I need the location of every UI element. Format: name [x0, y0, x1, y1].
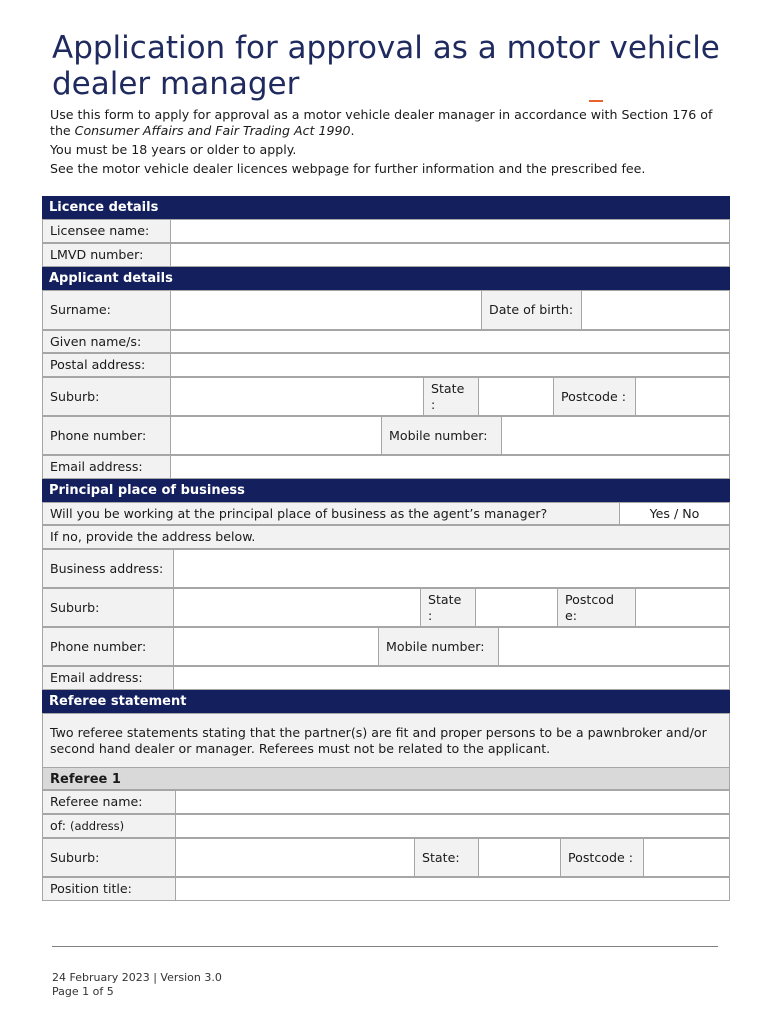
- business-suburb-label: Suburb:: [42, 588, 174, 627]
- referee-address-label: [42, 814, 176, 838]
- row-referee-name: [42, 790, 730, 814]
- dob-label: Date of birth:: [481, 290, 582, 330]
- business-phone-label: Phone number:: [42, 627, 174, 666]
- lmvd-number-field[interactable]: [170, 243, 730, 267]
- row-email: [42, 455, 730, 479]
- business-postcode-label: Postcod e:: [557, 588, 636, 627]
- intro-paragraph-3: See the motor vehicle dealer licences webpage for further information and the prescribed fee.: [50, 161, 646, 176]
- referee-state-label: State:: [414, 838, 479, 877]
- if-no-note: If no, provide the address below.: [42, 525, 730, 549]
- business-state-label: State :: [420, 588, 476, 627]
- referee-postcode-label: Postcode :: [560, 838, 644, 877]
- suburb-field[interactable]: [170, 377, 424, 416]
- business-email-label: Email address:: [42, 666, 174, 690]
- page-footer: [52, 971, 222, 999]
- intro-paragraph-2: You must be 18 years or older to apply.: [50, 142, 297, 157]
- of-label: of:: [50, 818, 66, 833]
- row-business-address: [42, 549, 730, 588]
- referee-state-field[interactable]: [478, 838, 561, 877]
- referee-name-label: Referee name:: [42, 790, 176, 814]
- referee-suburb-label: Suburb:: [42, 838, 176, 877]
- business-email-field[interactable]: [173, 666, 730, 690]
- phone-field[interactable]: [170, 416, 382, 455]
- footer-divider: [52, 946, 718, 947]
- surname-field[interactable]: [170, 290, 482, 330]
- licensee-name-label: Licensee name:: [42, 219, 171, 243]
- row-business-suburb-state-postcode: [42, 588, 730, 627]
- row-referee-statement: [42, 713, 730, 768]
- section-principal-place: Principal place of business: [42, 479, 730, 502]
- row-business-email: [42, 666, 730, 690]
- email-label: Email address:: [42, 455, 171, 479]
- referee-suburb-field[interactable]: [175, 838, 415, 877]
- state-label: State :: [423, 377, 479, 416]
- business-state-field[interactable]: [475, 588, 558, 627]
- business-mobile-field[interactable]: [498, 627, 730, 666]
- dob-field[interactable]: [581, 290, 730, 330]
- row-if-no: [42, 525, 730, 549]
- row-surname-dob: [42, 290, 730, 330]
- given-names-field[interactable]: [170, 330, 730, 353]
- phone-label: Phone number:: [42, 416, 171, 455]
- row-postal-address: [42, 353, 730, 377]
- row-business-phone-mobile: [42, 627, 730, 666]
- postal-address-label: Postal address:: [42, 353, 171, 377]
- mobile-label: Mobile number:: [381, 416, 502, 455]
- footer-page-number: Page 1 of 5: [52, 985, 114, 998]
- row-position-title: [42, 877, 730, 901]
- postcode-label: Postcode :: [553, 377, 636, 416]
- row-licensee-name: [42, 219, 730, 243]
- given-names-label: Given name/s:: [42, 330, 171, 353]
- row-manager-question: [42, 502, 730, 525]
- business-phone-field[interactable]: [173, 627, 379, 666]
- business-mobile-label: Mobile number:: [378, 627, 499, 666]
- row-referee-suburb-state-postcode: [42, 838, 730, 877]
- surname-label: Surname:: [42, 290, 171, 330]
- mobile-field[interactable]: [501, 416, 730, 455]
- suburb-label: Suburb:: [42, 377, 171, 416]
- position-title-label: Position title:: [42, 877, 176, 901]
- row-lmvd-number: [42, 243, 730, 267]
- referee-name-field[interactable]: [175, 790, 730, 814]
- state-field[interactable]: [478, 377, 554, 416]
- business-postcode-field[interactable]: [635, 588, 730, 627]
- postal-address-field[interactable]: [170, 353, 730, 377]
- page-title: Application for approval as a motor vehicle dealer manager: [52, 30, 720, 102]
- yes-no-answer[interactable]: Yes / No: [619, 502, 730, 525]
- referee-statement-text: Two referee statements stating that the partner(s) are fit and proper persons to be a pawnbroker and/or second hand dealer or manager. Referees must not be related to the applicant.: [42, 713, 730, 768]
- title-accent-mark: [589, 100, 603, 102]
- intro-paragraph-1: [50, 107, 730, 139]
- intro-text: [50, 107, 730, 180]
- business-suburb-field[interactable]: [173, 588, 421, 627]
- intro-p1-text: Use this form to apply for approval as a motor vehicle dealer manager in accordance with Section 176 of the: [50, 107, 713, 138]
- intro-p1-end: .: [350, 123, 355, 138]
- lmvd-number-label: LMVD number:: [42, 243, 171, 267]
- footer-date-version: 24 February 2023 | Version 3.0: [52, 971, 222, 984]
- row-suburb-state-postcode: [42, 377, 730, 416]
- section-applicant-details: Applicant details: [42, 267, 730, 290]
- section-referee-statement: Referee statement: [42, 690, 730, 713]
- address-hint: (address): [69, 819, 125, 833]
- licensee-name-field[interactable]: [170, 219, 730, 243]
- business-address-label: Business address:: [42, 549, 174, 588]
- row-phone-mobile: [42, 416, 730, 455]
- referee-postcode-field[interactable]: [643, 838, 730, 877]
- section-licence-details: Licence details: [42, 196, 730, 219]
- row-given-names: [42, 330, 730, 353]
- row-referee-address: [42, 814, 730, 838]
- act-name: Consumer Affairs and Fair Trading Act 1990: [74, 123, 351, 138]
- referee-address-field[interactable]: [175, 814, 730, 838]
- manager-question-label: Will you be working at the principal place of business as the agent’s manager?: [42, 502, 620, 525]
- business-address-field[interactable]: [173, 549, 730, 588]
- position-title-field[interactable]: [175, 877, 730, 901]
- postcode-field[interactable]: [635, 377, 730, 416]
- email-field[interactable]: [170, 455, 730, 479]
- subsection-referee-1: Referee 1: [42, 767, 730, 790]
